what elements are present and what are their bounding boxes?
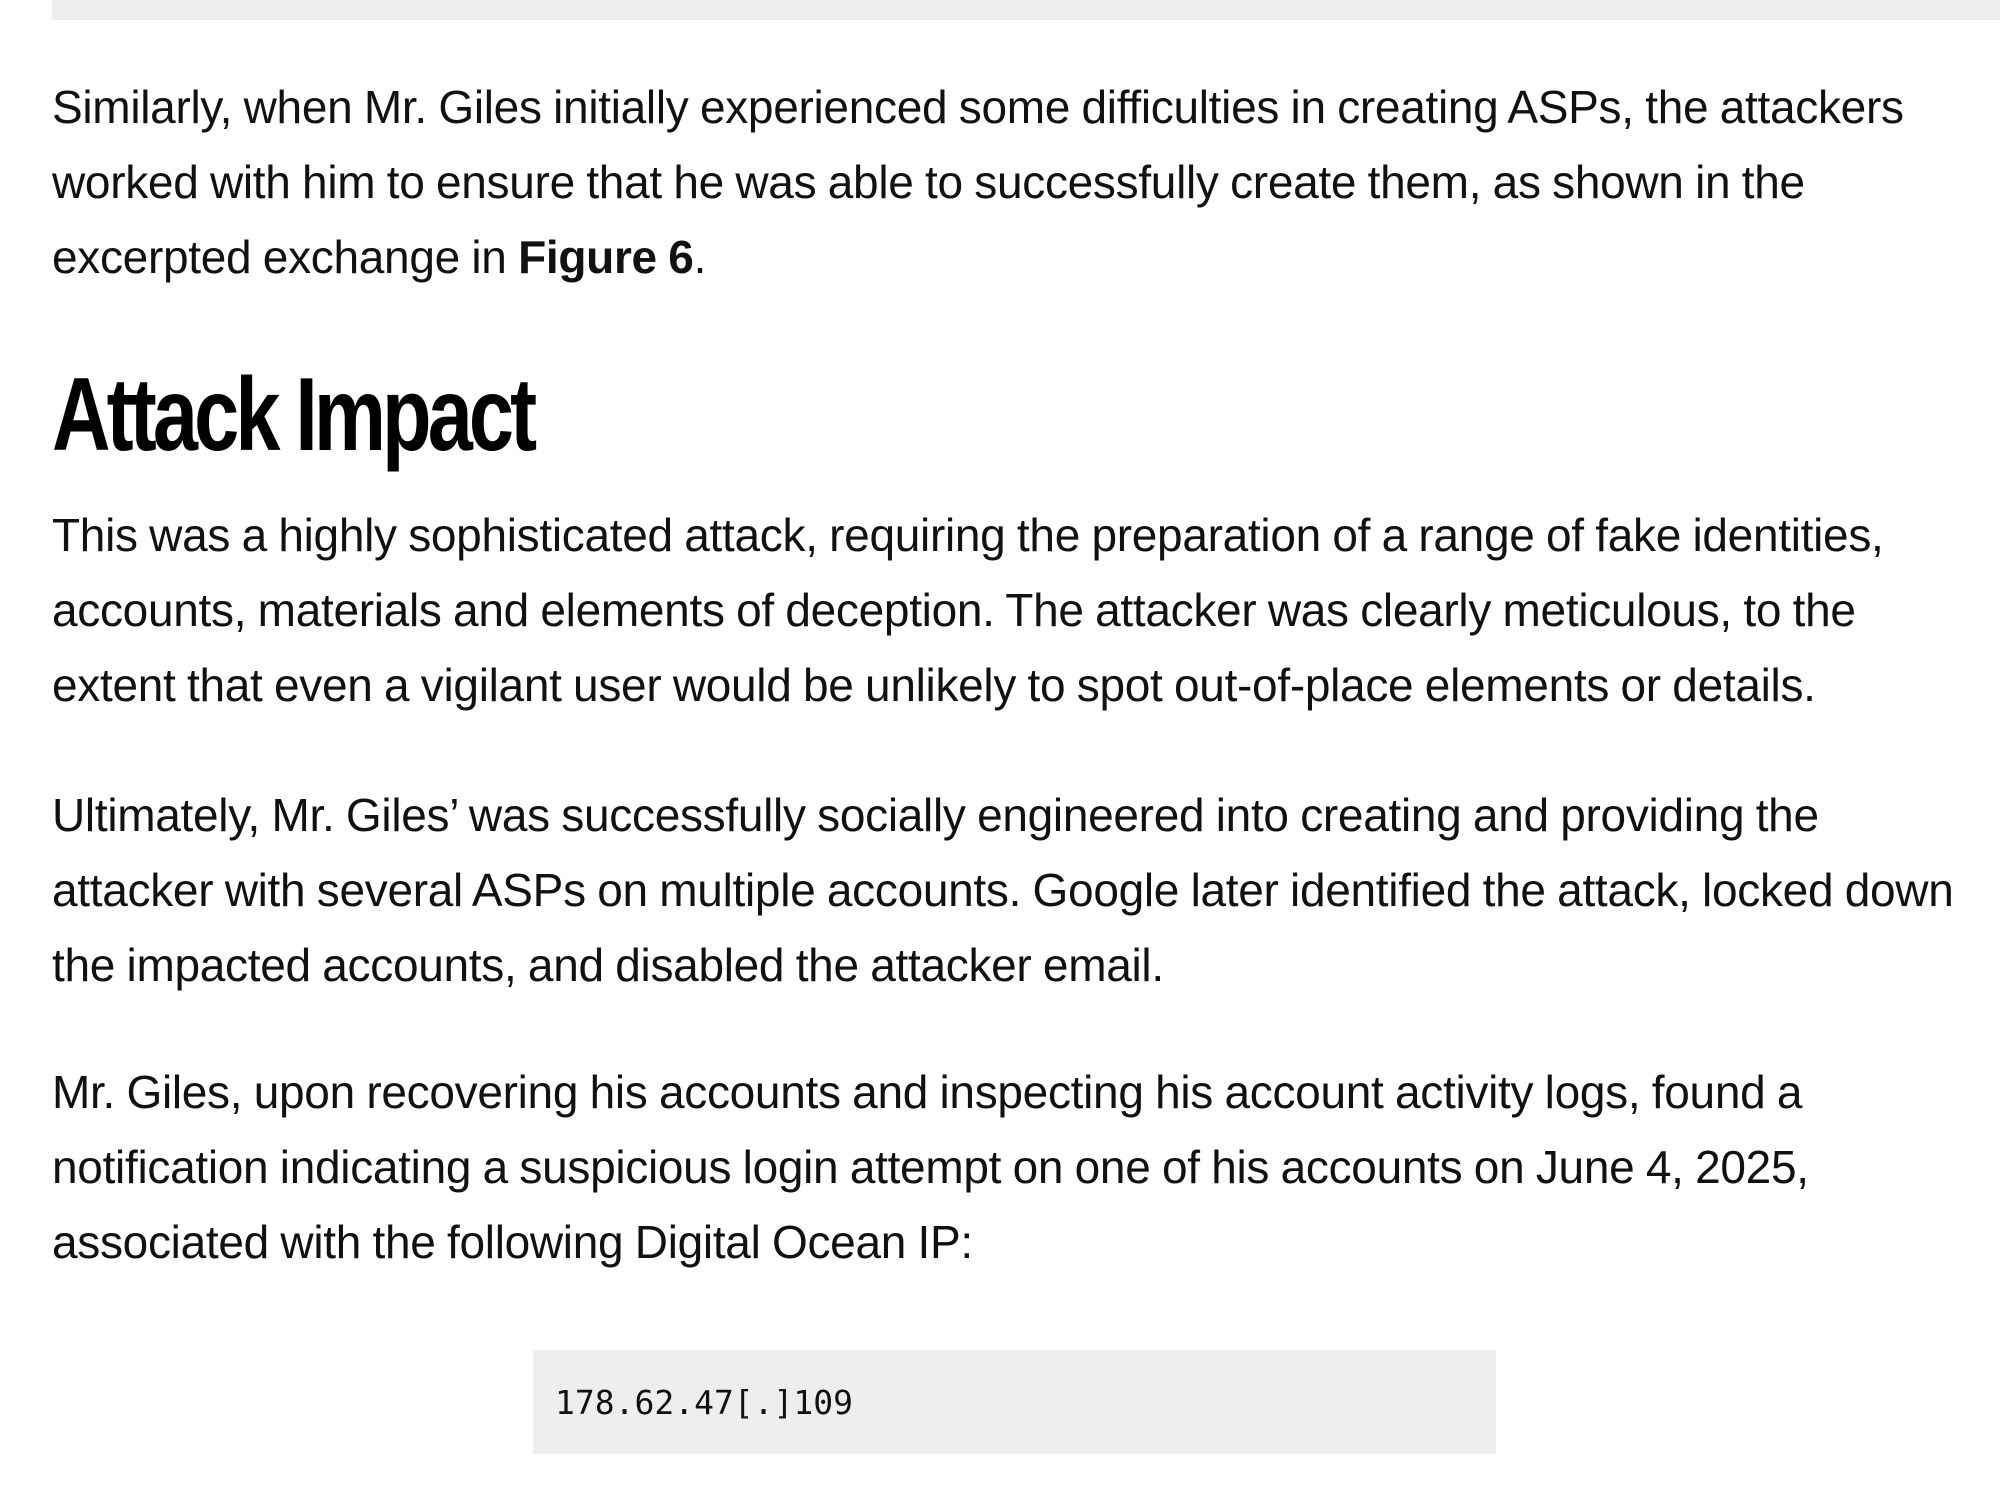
code-block	[533, 1350, 1496, 1454]
paragraph-text-end: .	[693, 231, 707, 283]
paragraph-text: Similarly, when Mr. Giles initially experienced some difficulties in creating ASPs, the attackers worked with him to ensure that he was able to successfully create them, as shown in the excerpted exchange in	[52, 81, 1904, 283]
figure-reference: Figure 6	[518, 231, 694, 283]
section-heading: Attack Impact	[52, 357, 534, 473]
paragraph-socially-engineered: Ultimately, Mr. Giles’ was successfully socially engineered into creating and providing the attacker with several ASPs on multiple accounts. Google later identified the attack, locked down the impacted accounts, and disabled the attacker email.	[52, 789, 1954, 991]
paragraph-asp-difficulties	[52, 70, 1982, 295]
top-code-block-edge	[52, 0, 2000, 20]
ip-address: 178.62.47[.]109	[555, 1382, 854, 1422]
paragraph-sophisticated-attack: This was a highly sophisticated attack, requiring the preparation of a range of fake identities, accounts, materials and elements of deception. The attacker was clearly meticulous, to the extent that even a vigilant user would be unlikely to spot out-of-place elements or details.	[52, 509, 1884, 711]
paragraph-login-attempt: Mr. Giles, upon recovering his accounts and inspecting his account activity logs, found a notification indicating a suspicious login attempt on one of his accounts on June 4, 2025, associated with the following Digital Ocean IP:	[52, 1066, 1809, 1268]
